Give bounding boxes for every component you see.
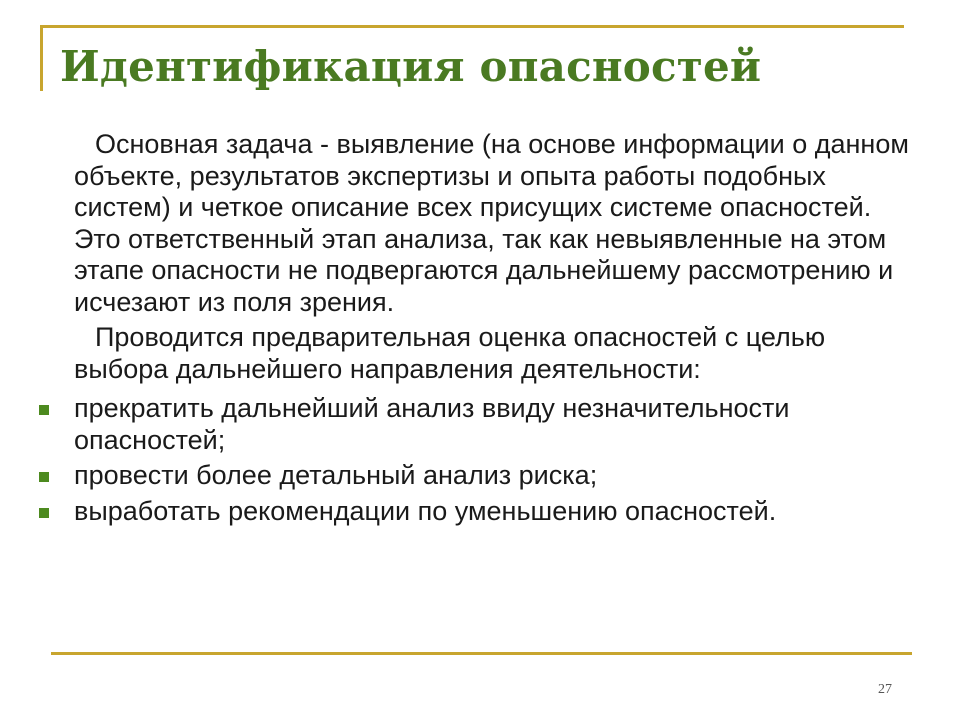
frame-left-line: [40, 25, 43, 91]
bullet-item-2: [74, 460, 910, 492]
green-square-bullet-icon: [39, 508, 49, 518]
bullet-item-1: [74, 393, 910, 456]
body-paragraph-1: Основная задача - выявление (на основе информации о данном объекте, результатов экспертизы и опыта работы подобных систем) и четкое описание всех присущих системе опасностей. Это ответственный этап анализа, так как невыявленные на этом этапе опасности не подвергаются дальнейшему рассмотрению и исчезают из поля зрения.: [74, 129, 909, 317]
slide-title: Идентификация опасностей: [60, 42, 762, 91]
frame-bottom-line: [51, 652, 912, 655]
green-square-bullet-icon: [39, 405, 49, 415]
slide-body: [30, 129, 910, 531]
bullet-text-3: выработать рекомендации по уменьшению опасностей.: [74, 495, 777, 526]
frame-top-line: [40, 25, 904, 28]
bullet-text-2: провести более детальный анализ риска;: [74, 460, 598, 490]
bullet-list: [30, 393, 910, 527]
bullet-item-3: [74, 496, 910, 528]
green-square-bullet-icon: [39, 472, 49, 482]
page-number: 27: [878, 682, 892, 697]
bullet-text-1: прекратить дальнейший анализ ввиду незначительности опасностей;: [74, 393, 790, 455]
body-paragraph-2: Проводится предварительная оценка опасностей с целью выбора дальнейшего направления деятельности:: [74, 322, 826, 384]
